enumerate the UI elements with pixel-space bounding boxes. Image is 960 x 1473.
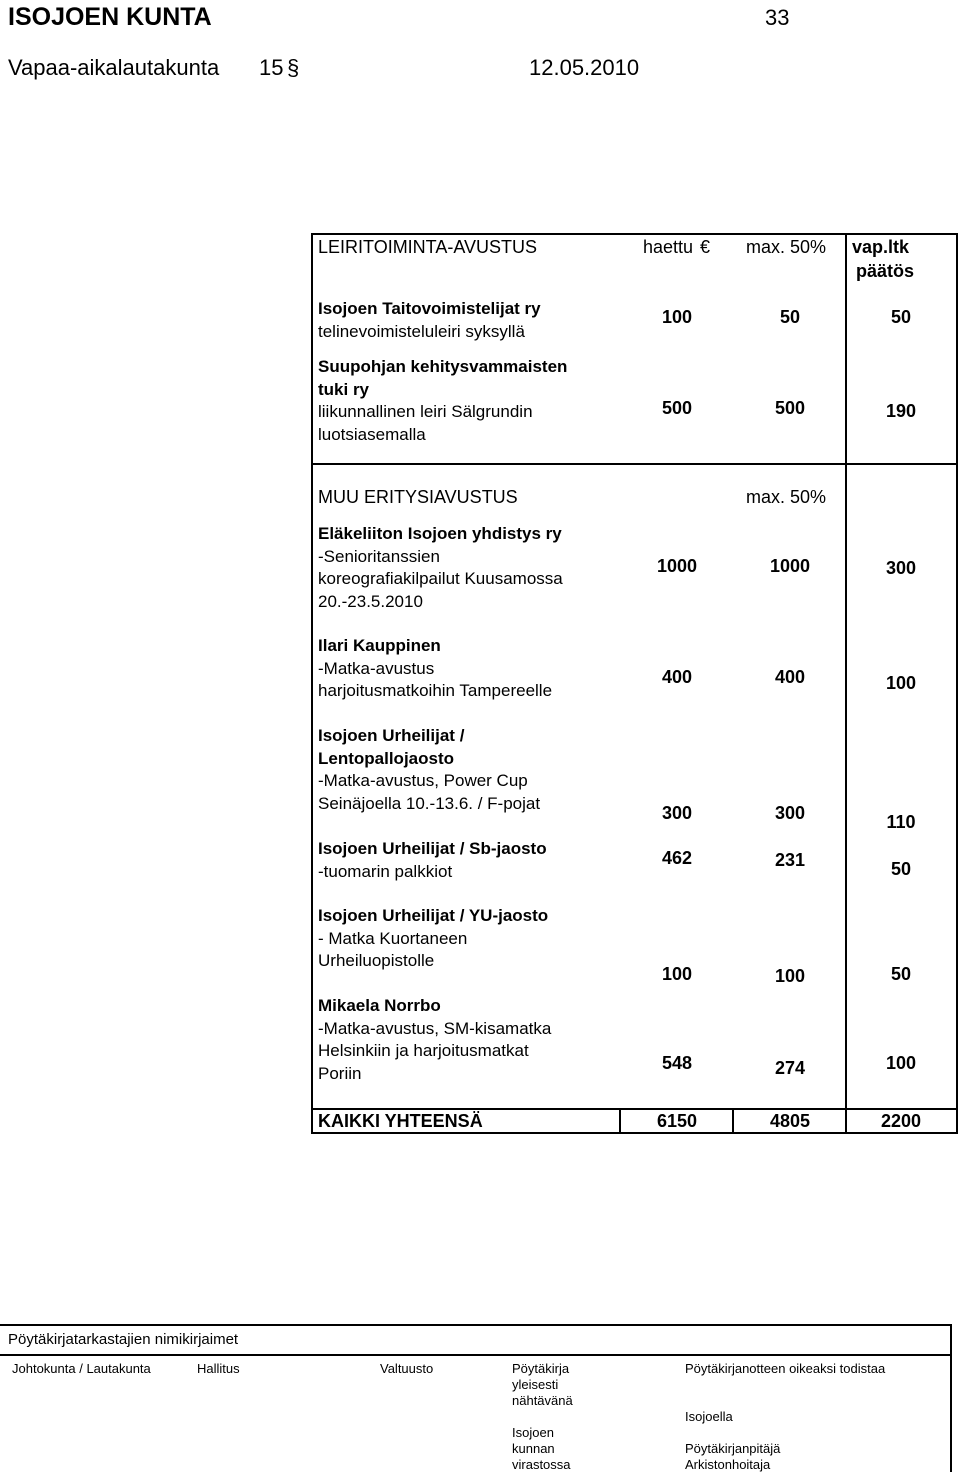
amount-decision: 50 (890, 859, 912, 879)
grant-purpose: -Senioritanssien (318, 546, 440, 566)
grant-purpose: telinevoimisteluleiri syksyllä (318, 321, 525, 341)
leiri-bottom-border (311, 463, 958, 465)
euro-symbol: € (700, 237, 711, 257)
col-divider-3 (845, 233, 847, 1134)
section-number: 15 (259, 55, 284, 80)
grant-purpose: -tuomarin palkkiot (318, 861, 453, 881)
grant-purpose-cont: Urheiluopistolle (318, 951, 435, 970)
leiri-section-title: LEIRITOIMINTA-AVUSTUS (318, 237, 538, 257)
grant-purpose-cont: Poriin (318, 1063, 362, 1083)
grant-purpose: -Matka-avustus, Power Cup (318, 771, 528, 790)
amount-decision: 100 (885, 673, 917, 693)
footer-col-minutes: Pöytäkirja yleisesti nähtävänä Isojoen kunnan virastossa (512, 1361, 573, 1472)
amount-max: 300 (774, 803, 806, 823)
applicant-name: Eläkeliiton Isojoen yhdistys ry (318, 524, 562, 543)
footer-divider (0, 1354, 952, 1356)
grant-purpose: liikunnallinen leiri Sälgrundin (318, 402, 533, 421)
grant-purpose-cont: luotsiasemalla (318, 424, 426, 444)
table-top-border (311, 233, 958, 235)
applicant-name: Mikaela Norrbo (318, 996, 441, 1015)
footer-col-government: Hallitus (197, 1361, 240, 1376)
grant-purpose-cont: 20.-23.5.2010 (318, 591, 423, 611)
col-header-haettu: haettu (643, 237, 694, 257)
footer-col-board: Johtokunta / Lautakunta (12, 1361, 151, 1376)
table-row-label (318, 523, 563, 613)
grant-purpose-cont: harjoitusmatkoihin Tampereelle (318, 681, 553, 700)
amount-max: 50 (779, 307, 801, 327)
col-divider-1 (619, 1108, 621, 1134)
footer-top-border (0, 1324, 952, 1326)
applicant-name: Isojoen Urheilijat / Sb-jaosto (318, 839, 547, 858)
total-bottom-border (311, 1132, 958, 1134)
col-header-max-2: max. 50% (746, 487, 827, 507)
amount-applied: 1000 (656, 556, 698, 576)
grant-purpose-cont: Helsinkiin ja harjoitusmatkat (318, 1041, 529, 1060)
footer-minutes-keeper: Pöytäkirjanpitäjä (685, 1441, 781, 1456)
amount-max: 100 (774, 966, 806, 986)
applicant-name-cont: Lentopallojaosto (318, 748, 454, 768)
amount-applied: 548 (661, 1053, 693, 1073)
grant-purpose: -Matka-avustus (318, 658, 435, 678)
amount-max: 1000 (769, 556, 811, 576)
signatures-title: Pöytäkirjatarkastajien nimikirjaimet (8, 1331, 239, 1348)
amount-decision: 110 (886, 812, 916, 832)
total-label: KAIKKI YHTEENSÄ (318, 1111, 483, 1131)
section-mark: § (287, 55, 300, 80)
grant-purpose: -Matka-avustus, SM-kisamatka (318, 1018, 552, 1038)
footer-right-border (950, 1324, 952, 1472)
committee-name: Vapaa-aikalautakunta (8, 55, 220, 80)
table-row-label (318, 995, 551, 1085)
table-right-border (956, 233, 958, 1134)
amount-applied: 500 (661, 398, 693, 418)
amount-applied: 100 (661, 964, 693, 984)
table-left-border (311, 233, 313, 1134)
total-max: 4805 (769, 1111, 811, 1131)
grant-purpose: - Matka Kuortaneen (318, 928, 468, 948)
table-row-label (318, 635, 552, 703)
table-row-label (318, 356, 567, 446)
amount-max: 274 (774, 1058, 806, 1078)
amount-decision: 50 (890, 307, 912, 327)
amount-max: 231 (774, 850, 806, 870)
table-row-label (318, 905, 548, 973)
organization-name: ISOJOEN KUNTA (8, 3, 212, 31)
footer-place: Isojoella (685, 1409, 733, 1424)
footer-col-council: Valtuusto (380, 1361, 434, 1376)
table-row-label (318, 298, 541, 343)
amount-max: 400 (774, 667, 806, 687)
applicant-name: Isojoen Taitovoimistelijat ry (318, 299, 541, 318)
grant-purpose-cont: Seinäjoella 10.-13.6. / F-pojat (318, 793, 541, 813)
amount-max: 500 (774, 398, 806, 418)
amount-decision: 190 (885, 401, 917, 421)
table-row-label (318, 725, 540, 815)
col-header-paatos: päätös (856, 261, 915, 281)
applicant-name: Isojoen Urheilijat / (318, 726, 465, 745)
footer-archivist: Arkistonhoitaja (685, 1457, 771, 1472)
amount-decision: 100 (885, 1053, 917, 1073)
page-number: 33 (765, 5, 790, 30)
col-divider-2 (732, 1108, 734, 1134)
applicant-name: Suupohjan kehitysvammaisten (318, 357, 568, 376)
muu-section-title: MUU ERITYSIAVUSTUS (318, 487, 518, 507)
amount-applied: 462 (661, 848, 693, 868)
meeting-date: 12.05.2010 (529, 55, 640, 80)
applicant-name: Ilari Kauppinen (318, 636, 441, 655)
footer-col-certify: Pöytäkirjanotteen oikeaksi todistaa (685, 1361, 886, 1376)
total-decision: 2200 (880, 1111, 922, 1131)
grant-purpose-cont: koreografiakilpailut Kuusamossa (318, 569, 563, 588)
applicant-name-cont: tuki ry (318, 379, 370, 399)
amount-applied: 300 (661, 803, 693, 823)
amount-decision: 50 (890, 964, 912, 984)
applicant-name: Isojoen Urheilijat / YU-jaosto (318, 906, 549, 925)
amount-applied: 100 (661, 307, 693, 327)
col-header-max: max. 50% (746, 237, 827, 257)
total-applied: 6150 (656, 1111, 698, 1131)
amount-applied: 400 (661, 667, 693, 687)
table-row-label (318, 838, 547, 883)
amount-decision: 300 (885, 558, 917, 578)
col-header-vapltk: vap.ltk (852, 237, 910, 257)
